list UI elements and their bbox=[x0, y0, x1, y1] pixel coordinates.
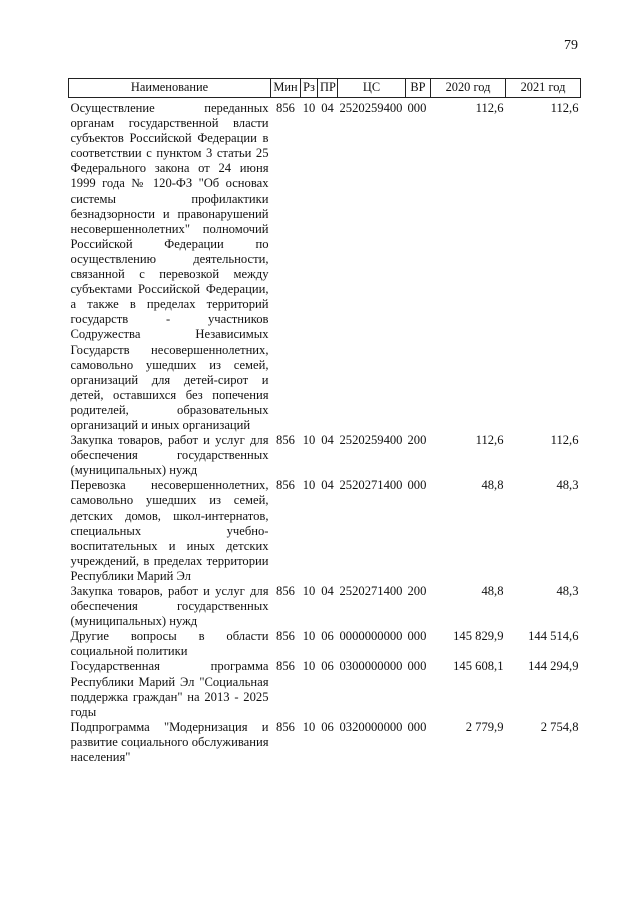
row-name: Закупка товаров, работ и услуг для обеспечения государственных (муниципальных) нужд bbox=[70, 433, 269, 478]
table-row bbox=[69, 720, 581, 765]
row-vr: 000 bbox=[407, 101, 427, 115]
budget-table bbox=[68, 78, 581, 765]
row-name: Перевозка несовершеннолетних, самовольно ушедших из семей, детских домов, школ-интернатов, специальных учебно-воспитательных и иных детских учреждений, в пределах территории Республики Марий Эл bbox=[70, 478, 269, 583]
row-2021: 112,6 bbox=[550, 433, 579, 448]
row-2020: 48,8 bbox=[481, 478, 504, 493]
row-rz: 10 bbox=[302, 659, 316, 674]
header-rz: Рз bbox=[301, 79, 318, 98]
row-cs: 0320000000 bbox=[339, 719, 403, 734]
row-name: Осуществление переданных органам государственной власти субъектов Российской Федерации в соответствии с пунктом 3 статьи 25 Федерального закона от 24 июня 1999 года № 120-ФЗ "Об основах системы профилактики безнадзорности и правонарушений несовершеннолетних" полномочий Российской Федерации по осуществлению деятельности, связанной с перевозкой между субъектами Российской Федерации, а также в пределах территорий государств - участников Содружества Независимых Государств несовершеннолетних, самовольно ушедших из семей, организаций для детей-сирот и детей, оставшихся без попечения родителей, образовательных организаций и иных организаций bbox=[70, 101, 269, 432]
row-min: 856 bbox=[276, 629, 295, 644]
row-rz: 10 bbox=[302, 478, 316, 493]
table-row bbox=[69, 478, 581, 584]
table-row bbox=[69, 433, 581, 478]
row-2020: 145 608,1 bbox=[453, 659, 504, 674]
row-pr: 04 bbox=[321, 101, 334, 115]
row-pr: 04 bbox=[321, 584, 334, 598]
row-min: 856 bbox=[276, 719, 295, 734]
row-name: Другие вопросы в области социальной политики bbox=[70, 629, 269, 659]
row-vr: 000 bbox=[407, 478, 427, 493]
row-cs: 0000000000 bbox=[339, 629, 403, 644]
row-pr: 06 bbox=[321, 629, 334, 644]
row-2020: 48,8 bbox=[481, 584, 504, 598]
row-vr: 200 bbox=[407, 584, 427, 598]
table-header-row bbox=[69, 79, 581, 98]
row-2020: 2 779,9 bbox=[465, 719, 504, 734]
row-name: Закупка товаров, работ и услуг для обеспечения государственных (муниципальных) нужд bbox=[70, 584, 269, 629]
row-2020: 112,6 bbox=[475, 433, 504, 448]
table-row bbox=[69, 659, 581, 719]
header-pr: ПР bbox=[318, 79, 338, 98]
row-2021: 48,3 bbox=[556, 584, 579, 598]
row-2021: 2 754,8 bbox=[540, 719, 579, 734]
row-name: Подпрограмма "Модернизация и развитие социального обслуживания населения" bbox=[70, 719, 269, 765]
row-2020: 145 829,9 bbox=[453, 629, 504, 644]
table-row bbox=[69, 584, 581, 629]
header-vr: ВР bbox=[406, 79, 431, 98]
row-min: 856 bbox=[276, 101, 295, 115]
page-number: 79 bbox=[564, 38, 578, 53]
row-pr: 04 bbox=[321, 478, 334, 493]
header-name: Наименование bbox=[69, 79, 271, 98]
row-min: 856 bbox=[276, 433, 295, 448]
row-vr: 200 bbox=[407, 433, 427, 448]
row-cs: 2520259400 bbox=[339, 101, 403, 115]
row-rz: 10 bbox=[302, 629, 316, 644]
row-name: Государственная программа Республики Марий Эл "Социальная поддержка граждан" на 2013 - 2025 годы bbox=[70, 659, 269, 719]
header-cs: ЦС bbox=[338, 79, 406, 98]
row-vr: 000 bbox=[407, 659, 427, 674]
row-pr: 06 bbox=[321, 719, 334, 734]
row-vr: 000 bbox=[407, 719, 427, 734]
row-2020: 112,6 bbox=[475, 101, 504, 115]
row-cs: 2520271400 bbox=[339, 478, 403, 493]
row-min: 856 bbox=[276, 478, 295, 493]
table-row bbox=[69, 98, 581, 434]
row-cs: 2520271400 bbox=[339, 584, 403, 598]
row-cs: 2520259400 bbox=[339, 433, 403, 448]
header-2021: 2021 год bbox=[506, 79, 581, 98]
row-pr: 06 bbox=[321, 659, 334, 674]
row-2021: 144 294,9 bbox=[528, 659, 579, 674]
header-min: Мин bbox=[271, 79, 301, 98]
row-vr: 000 bbox=[407, 629, 427, 644]
row-min: 856 bbox=[276, 659, 295, 674]
row-cs: 0300000000 bbox=[339, 659, 403, 674]
row-2021: 144 514,6 bbox=[528, 629, 579, 644]
row-rz: 10 bbox=[302, 101, 316, 115]
row-2021: 112,6 bbox=[550, 101, 579, 115]
row-pr: 04 bbox=[321, 433, 334, 448]
row-rz: 10 bbox=[302, 719, 316, 734]
table-row bbox=[69, 629, 581, 659]
row-min: 856 bbox=[276, 584, 295, 598]
row-rz: 10 bbox=[302, 584, 316, 598]
row-rz: 10 bbox=[302, 433, 316, 448]
header-2020: 2020 год bbox=[431, 79, 506, 98]
row-2021: 48,3 bbox=[556, 478, 579, 493]
